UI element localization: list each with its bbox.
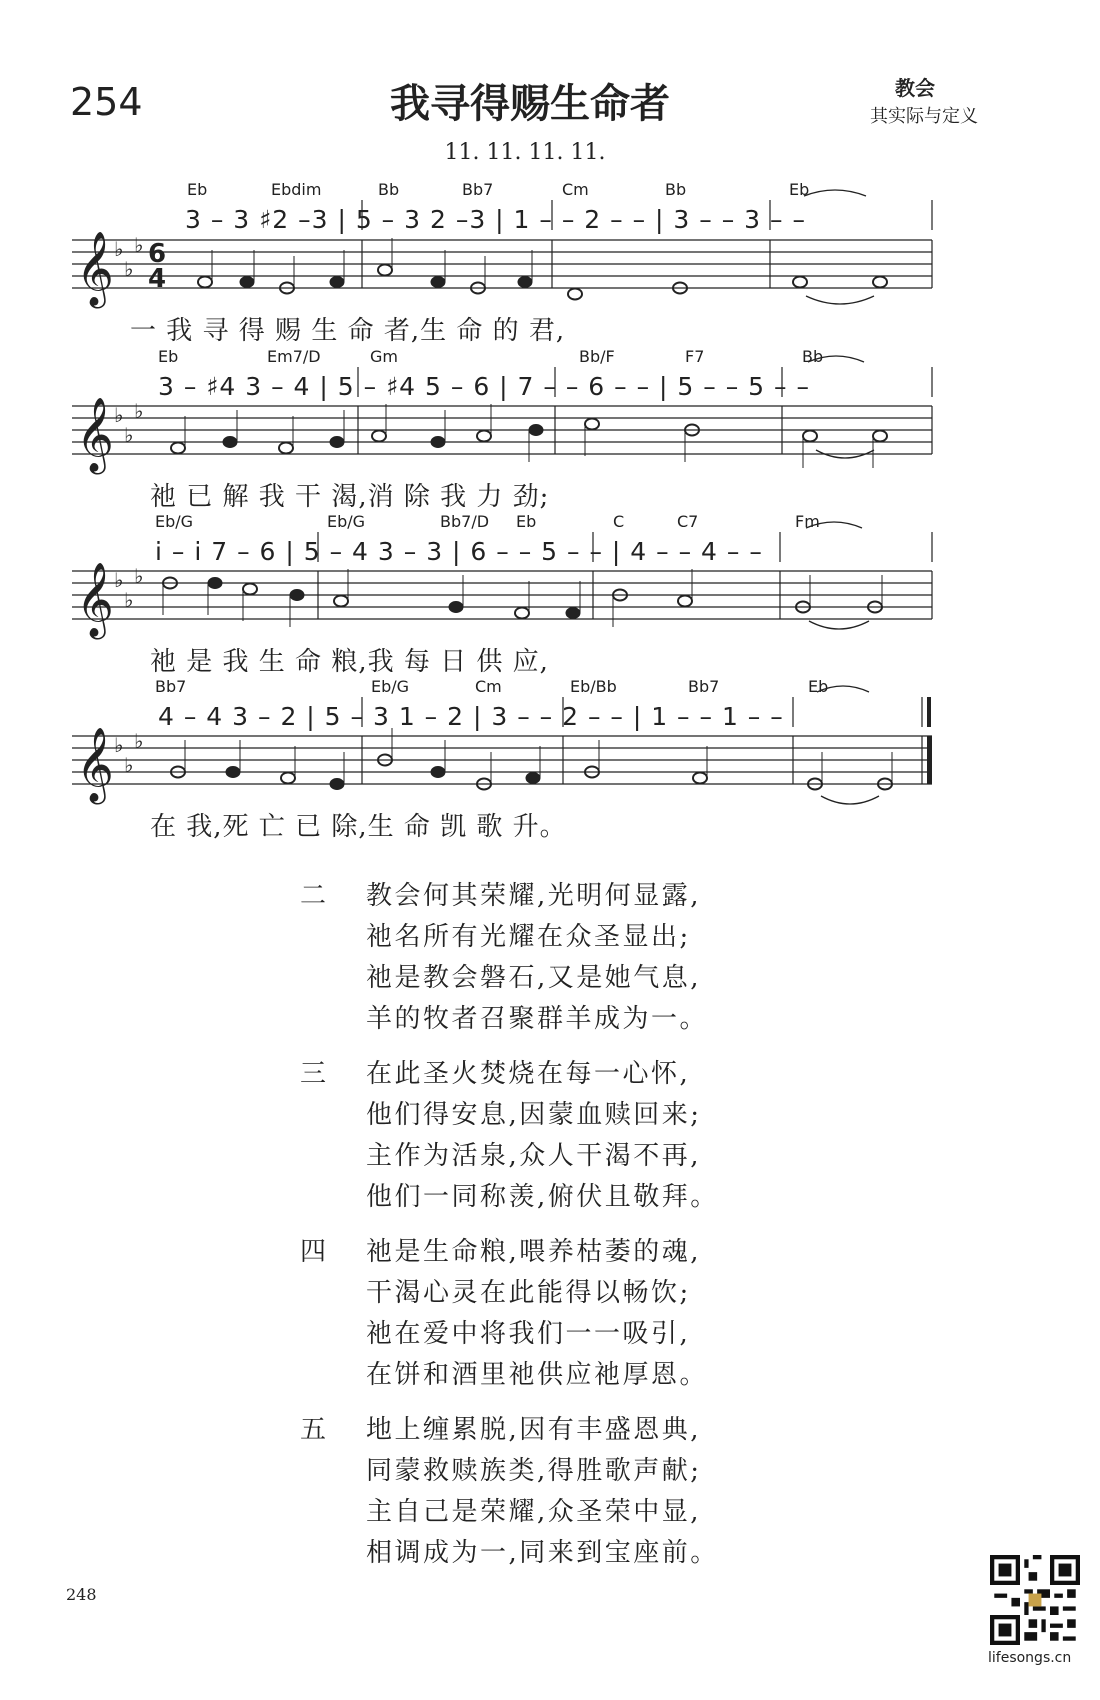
jianpu-notation: 3 – 3 ♯2 –3 | 5 – 3 2 –3 | 1 – – 2 – – | 3 – – 3 – – bbox=[185, 205, 806, 234]
lyric-line: 祂 已 解 我 干 渴,消 除 我 力 劲; bbox=[150, 482, 550, 512]
chord-symbol: C bbox=[613, 512, 625, 531]
svg-text:♭: ♭ bbox=[124, 423, 134, 447]
stanza-line: 地上缠累脱,因有丰盛恩典, bbox=[366, 1415, 702, 1445]
stanza-line: 祂是教会磐石,又是她气息, bbox=[366, 963, 702, 993]
chord-symbol: Bb7 bbox=[688, 677, 720, 696]
chord-symbol: Bb bbox=[378, 180, 400, 199]
stanza-line: 干渴心灵在此能得以畅饮; bbox=[366, 1278, 691, 1308]
stanza-line: 主作为活泉,众人干渴不再, bbox=[366, 1141, 702, 1171]
chord-symbol: Bb7/D bbox=[440, 512, 490, 531]
jianpu-notation: 3 – ♯4 3 – 4 | 5 – ♯4 5 – 6 | 7 – – 6 – – | 5 – – 5 – – bbox=[158, 372, 810, 401]
category-main: 教会 bbox=[895, 76, 935, 100]
stanza-line: 祂在爱中将我们一一吸引, bbox=[366, 1319, 691, 1349]
chord-symbol: Bb bbox=[665, 180, 687, 199]
jianpu-notation: i – i 7 – 6 | 5 – 4 3 – 3 | 6 – – 5 – – | 4 – – 4 – – bbox=[155, 537, 763, 566]
hymn-title: 我寻得赐生命者 bbox=[390, 81, 670, 127]
chord-symbol: Eb/Bb bbox=[570, 677, 617, 696]
stanza-line: 在饼和酒里祂供应祂厚恩。 bbox=[366, 1360, 709, 1390]
lyric-line: 在 我,死 亡 已 除,生 命 凯 歌 升。 bbox=[150, 812, 567, 842]
stanza-line: 同蒙救赎族类,得胜歌声献; bbox=[366, 1456, 702, 1486]
hymn-number: 254 bbox=[70, 80, 143, 124]
chord-symbol: Gm bbox=[370, 347, 398, 366]
svg-text:♭: ♭ bbox=[114, 403, 124, 427]
qr-code-icon[interactable] bbox=[990, 1555, 1080, 1645]
stanza-line: 在此圣火焚烧在每一心怀, bbox=[366, 1059, 691, 1089]
chord-symbol: Eb bbox=[808, 677, 829, 696]
svg-text:♭: ♭ bbox=[134, 564, 144, 588]
svg-text:𝄞: 𝄞 bbox=[76, 398, 114, 472]
svg-text:𝄞: 𝄞 bbox=[76, 232, 114, 306]
chord-symbol: Cm bbox=[475, 677, 502, 696]
stanza-line: 他们一同称羡,俯伏且敬拜。 bbox=[366, 1182, 719, 1212]
svg-text:4: 4 bbox=[148, 264, 167, 294]
stanza-line: 主自己是荣耀,众圣荣中显, bbox=[366, 1497, 702, 1527]
page-number: 248 bbox=[66, 1585, 97, 1604]
svg-text:♭: ♭ bbox=[124, 588, 134, 612]
chord-symbol: Eb bbox=[789, 180, 810, 199]
chord-symbol: Bb/F bbox=[579, 347, 615, 366]
site-label: lifesongs.cn bbox=[988, 1650, 1072, 1666]
stanza-number: 三 bbox=[300, 1059, 327, 1089]
stanza-line: 他们得安息,因蒙血赎回来; bbox=[366, 1100, 702, 1130]
stanza-number: 五 bbox=[300, 1415, 327, 1445]
svg-text:6: 6 bbox=[148, 239, 167, 269]
chord-symbol: Em7/D bbox=[267, 347, 321, 366]
svg-text:♭: ♭ bbox=[134, 233, 144, 257]
svg-text:♭: ♭ bbox=[124, 753, 134, 777]
chord-symbol: Eb/G bbox=[327, 512, 366, 531]
svg-text:♭: ♭ bbox=[114, 733, 124, 757]
stanza-line: 相调成为一,同来到宝座前。 bbox=[366, 1538, 719, 1568]
chord-symbol: Cm bbox=[562, 180, 589, 199]
svg-text:♭: ♭ bbox=[114, 237, 124, 261]
stanza-line: 祂是生命粮,喂养枯萎的魂, bbox=[366, 1237, 702, 1267]
chord-symbol: Bb7 bbox=[462, 180, 494, 199]
svg-text:♭: ♭ bbox=[124, 257, 134, 281]
stanza-line: 教会何其荣耀,光明何显露, bbox=[366, 881, 702, 911]
chord-symbol: C7 bbox=[677, 512, 699, 531]
chord-symbol: Ebdim bbox=[271, 180, 322, 199]
lyric-line: 祂 是 我 生 命 粮,我 每 日 供 应, bbox=[150, 647, 549, 677]
stanza-line: 祂名所有光耀在众圣显出; bbox=[366, 922, 691, 952]
stanza-number: 二 bbox=[300, 881, 327, 911]
jianpu-notation: 4 – 4 3 – 2 | 5 – 3 1 – 2 | 3 – – 2 – – | 1 – – 1 – – bbox=[158, 702, 784, 731]
svg-text:♭: ♭ bbox=[114, 568, 124, 592]
svg-text:♭: ♭ bbox=[134, 399, 144, 423]
chord-symbol: Bb7 bbox=[155, 677, 187, 696]
svg-text:𝄞: 𝄞 bbox=[76, 563, 114, 637]
stanza-number: 四 bbox=[300, 1237, 327, 1267]
chord-symbol: Eb/G bbox=[155, 512, 194, 531]
chord-symbol: F7 bbox=[685, 347, 705, 366]
svg-text:𝄞: 𝄞 bbox=[76, 728, 114, 802]
chord-symbol: Bb bbox=[802, 347, 824, 366]
lyric-line: 一 我 寻 得 赐 生 命 者,生 命 的 君, bbox=[130, 316, 566, 346]
meter: 11. 11. 11. 11. bbox=[444, 140, 606, 165]
chord-symbol: Eb/G bbox=[371, 677, 410, 696]
chord-symbol: Eb bbox=[187, 180, 208, 199]
category-sub: 其实际与定义 bbox=[870, 106, 978, 127]
stanza-line: 羊的牧者召聚群羊成为一。 bbox=[366, 1004, 709, 1034]
chord-symbol: Eb bbox=[516, 512, 537, 531]
chord-symbol: Fm bbox=[795, 512, 820, 531]
svg-text:♭: ♭ bbox=[134, 729, 144, 753]
chord-symbol: Eb bbox=[158, 347, 179, 366]
